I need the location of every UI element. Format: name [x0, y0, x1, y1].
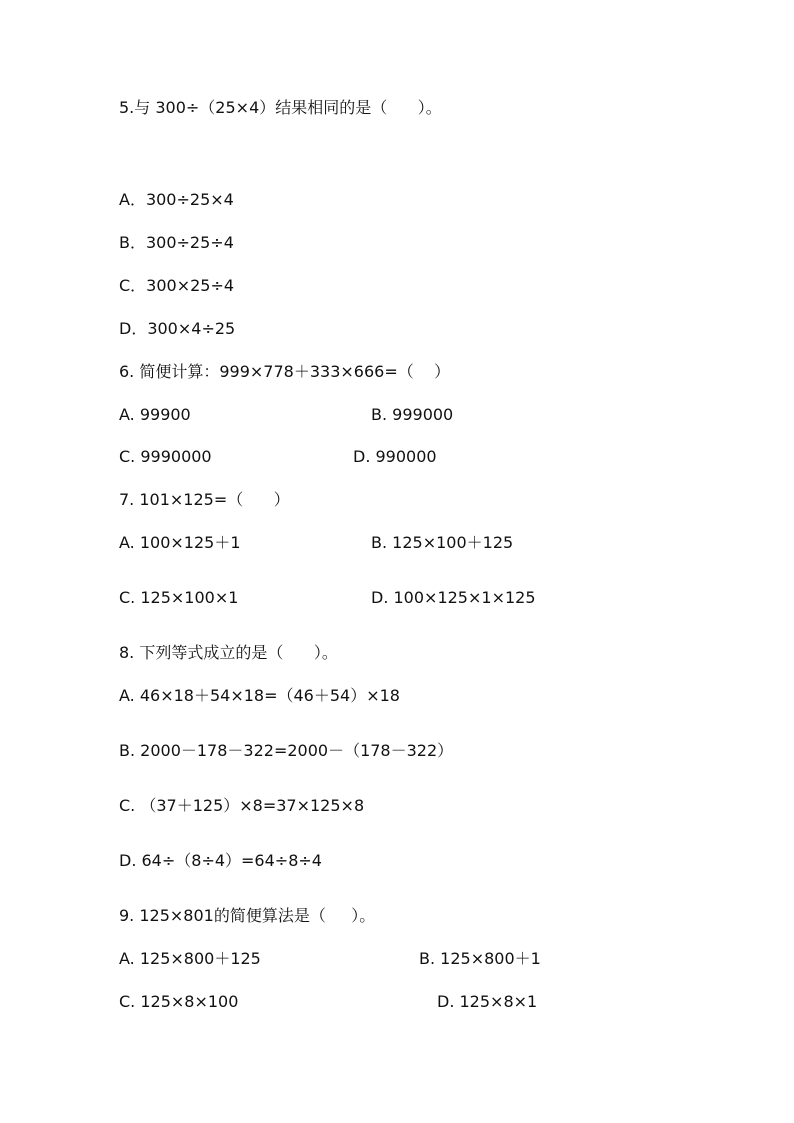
question-5-option-d: D．300×4÷25 — [119, 319, 236, 338]
question-6-option-d: D. 990000 — [353, 447, 437, 466]
question-6-stem: 6. 简便计算：999×778＋333×666=（ ） — [119, 362, 451, 381]
question-8-option-c: C. （37＋125）×8=37×125×8 — [119, 796, 365, 815]
question-6-option-a: A. 99900 — [119, 405, 191, 424]
question-9-option-a: A. 125×800＋125 — [119, 949, 261, 968]
question-5-stem: 5.与 300÷（25×4）结果相同的是（ ）。 — [119, 98, 442, 117]
question-9-stem: 9. 125×801的简便算法是（ ）。 — [119, 906, 376, 925]
question-7-option-a: A. 100×125＋1 — [119, 533, 241, 552]
question-8-option-d: D. 64÷（8÷4）=64÷8÷4 — [119, 851, 322, 870]
question-5-option-a: A．300÷25×4 — [119, 190, 234, 209]
question-7-option-d: D. 100×125×1×125 — [371, 588, 536, 607]
question-8-option-a: A. 46×18＋54×18=（46＋54）×18 — [119, 686, 400, 705]
question-6-option-b: B. 999000 — [371, 405, 454, 424]
question-7-option-c: C. 125×100×1 — [119, 588, 239, 607]
question-7-stem: 7. 101×125=（ ） — [119, 490, 290, 509]
question-8-option-b: B. 2000－178－322=2000－（178－322） — [119, 741, 454, 760]
question-5-option-c: C．300×25÷4 — [119, 276, 235, 295]
question-7-option-b: B. 125×100＋125 — [371, 533, 514, 552]
question-6-option-c: C. 9990000 — [119, 447, 212, 466]
question-9-option-d: D. 125×8×1 — [437, 992, 538, 1011]
question-5-option-b: B．300÷25÷4 — [119, 233, 234, 252]
question-8-stem: 8. 下列等式成立的是（ ）。 — [119, 643, 338, 662]
question-9-option-c: C. 125×8×100 — [119, 992, 239, 1011]
question-9-option-b: B. 125×800＋1 — [419, 949, 541, 968]
